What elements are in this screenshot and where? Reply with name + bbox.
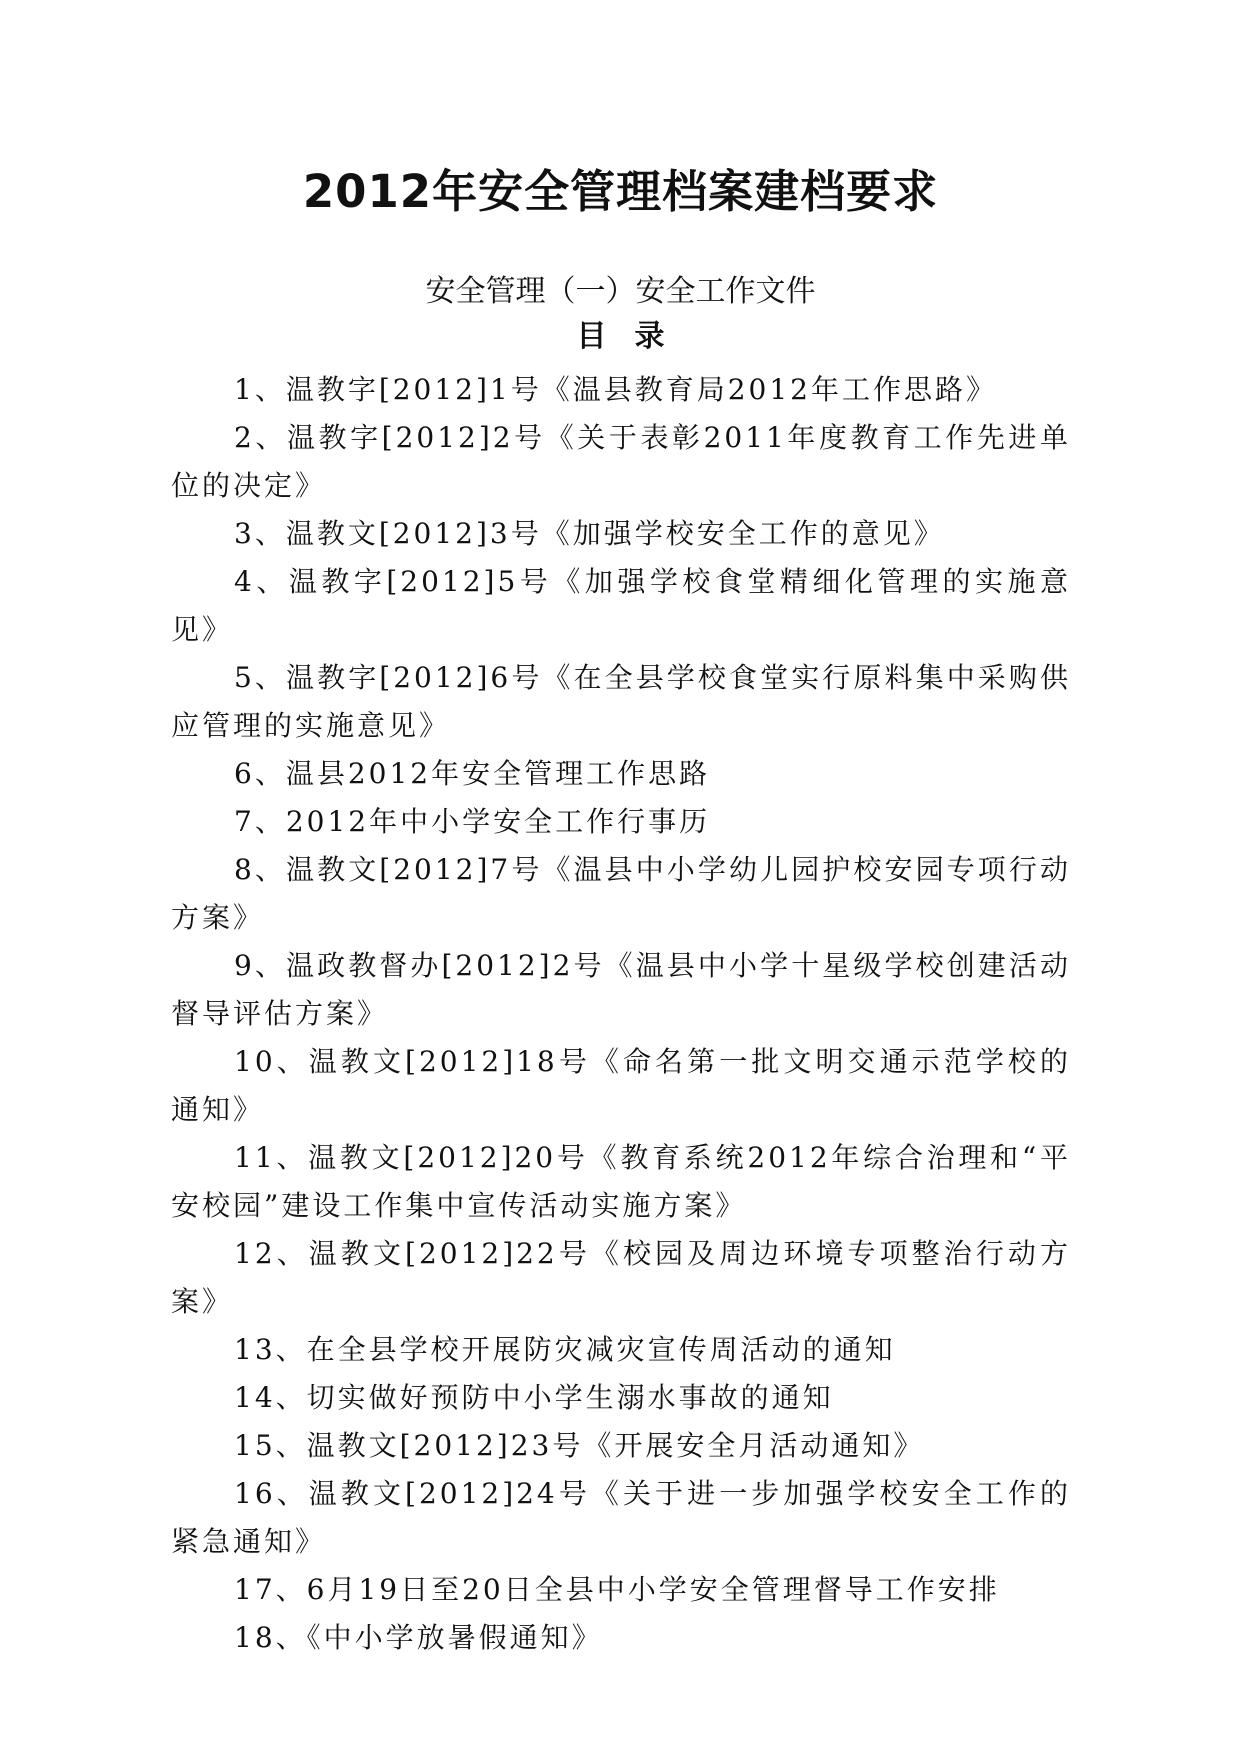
toc-item: 15、温教文[2012]23号《开展安全月活动通知》 [234, 1429, 925, 1462]
toc-item: 4、温教字[2012]5号《加强学校食堂精细化管理的实施意见》 [171, 565, 1071, 646]
toc-list [171, 366, 1071, 1662]
toc-item: 2、温教字[2012]2号《关于表彰2011年度教育工作先进单位的决定》 [171, 421, 1071, 502]
document-title: 2012年安全管理档案建档要求 [302, 165, 939, 218]
toc-item: 14、切实做好预防中小学生溺水事故的通知 [234, 1381, 834, 1414]
toc-item: 11、温教文[2012]20号《教育系统2012年综合治理和“平安校园”建设工作集中宣传活动实施方案》 [171, 1141, 1071, 1222]
toc-heading: 目录 [576, 319, 693, 354]
toc-item: 7、2012年中小学安全工作行事历 [234, 805, 711, 838]
toc-item: 18、《中小学放暑假通知》 [234, 1621, 603, 1654]
toc-item: 3、温教文[2012]3号《加强学校安全工作的意见》 [234, 517, 945, 550]
toc-item: 10、温教文[2012]18号《命名第一批文明交通示范学校的通知》 [171, 1045, 1071, 1126]
toc-item: 8、温教文[2012]7号《温县中小学幼儿园护校安园专项行动方案》 [171, 853, 1071, 934]
toc-item: 6、温县2012年安全管理工作思路 [234, 757, 711, 790]
toc-item: 1、温教字[2012]1号《温县教育局2012年工作思路》 [234, 373, 997, 406]
toc-item: 17、6月19日至20日全县中小学安全管理督导工作安排 [234, 1573, 1000, 1606]
section-subtitle: 安全管理（一）安全工作文件 [425, 274, 816, 309]
toc-item: 13、在全县学校开展防灾减灾宣传周活动的通知 [234, 1333, 896, 1366]
toc-item: 16、温教文[2012]24号《关于进一步加强学校安全工作的紧急通知》 [171, 1477, 1071, 1558]
toc-item: 12、温教文[2012]22号《校园及周边环境专项整治行动方案》 [171, 1237, 1071, 1318]
toc-item: 9、温政教督办[2012]2号《温县中小学十星级学校创建活动督导评估方案》 [171, 949, 1071, 1030]
toc-item: 5、温教字[2012]6号《在全县学校食堂实行原料集中采购供应管理的实施意见》 [171, 661, 1071, 742]
